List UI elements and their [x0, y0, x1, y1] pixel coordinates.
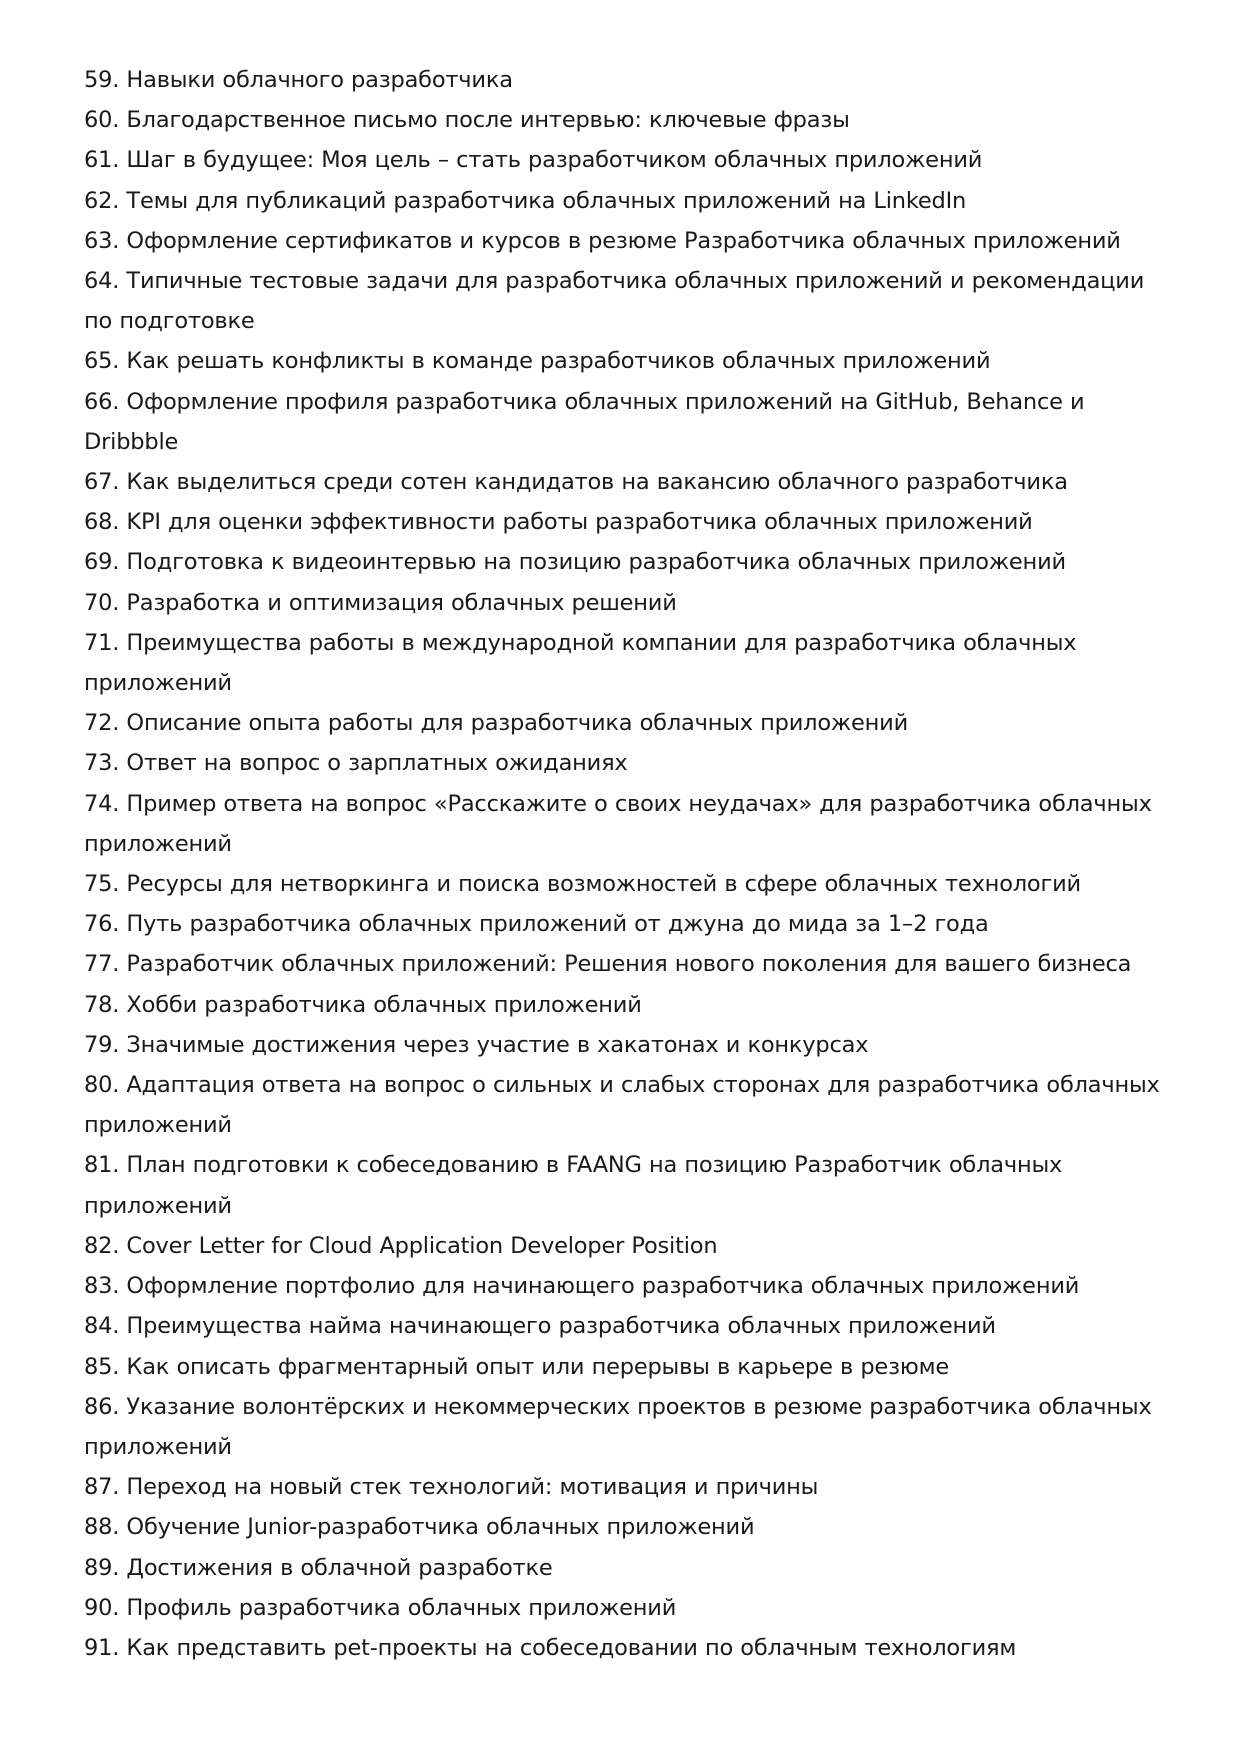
list-item: 76. Путь разработчика облачных приложений от джуна до мида за 1–2 года: [84, 911, 989, 938]
list-item: 82. Cover Letter for Cloud Application Developer Position: [84, 1232, 718, 1259]
list-item: 78. Хобби разработчика облачных приложений: [84, 991, 642, 1018]
list-item: 70. Разработка и оптимизация облачных решений: [84, 589, 677, 616]
list-item: 68. KPI для оценки эффективности работы разработчика облачных приложений: [84, 509, 1033, 536]
list-item: 86. Указание волонтёрских и некоммерческих проектов в резюме разработчика облачных приложений: [84, 1393, 1152, 1460]
list-item: 72. Описание опыта работы для разработчика облачных приложений: [84, 710, 908, 737]
list-item: 90. Профиль разработчика облачных приложений: [84, 1594, 677, 1621]
list-item: 69. Подготовка к видеоинтервью на позицию разработчика облачных приложений: [84, 549, 1066, 576]
list-item: 66. Оформление профиля разработчика облачных приложений на GitHub, Behance и Dribbble: [84, 388, 1085, 455]
list-item: 62. Темы для публикаций разработчика облачных приложений на LinkedIn: [84, 187, 967, 214]
list-item: 88. Обучение Junior-разработчика облачных приложений: [84, 1514, 755, 1541]
list-item: 60. Благодарственное письмо после интервью: ключевые фразы: [84, 107, 850, 134]
list-item: 59. Навыки облачного разработчика: [84, 67, 513, 93]
list-item: 74. Пример ответа на вопрос «Расскажите о своих неудачах» для разработчика облачных приложений: [84, 790, 1152, 857]
list-item: 83. Оформление портфолио для начинающего разработчика облачных приложений: [84, 1273, 1080, 1300]
list-item: 87. Переход на новый стек технологий: мотивация и причины: [84, 1474, 819, 1501]
list-item: 67. Как выделиться среди сотен кандидатов на вакансию облачного разработчика: [84, 469, 1068, 496]
list-item: 73. Ответ на вопрос о зарплатных ожиданиях: [84, 750, 628, 777]
list-item: 91. Как представить pet-проекты на собеседовании по облачным технологиям: [84, 1634, 1017, 1661]
list-item: 89. Достижения в облачной разработке: [84, 1554, 553, 1581]
document-page: [84, 60, 1174, 1668]
list-item: 85. Как описать фрагментарный опыт или перерывы в карьере в резюме: [84, 1353, 949, 1380]
topic-list: [84, 60, 1174, 1668]
list-item: 84. Преимущества найма начинающего разработчика облачных приложений: [84, 1313, 996, 1340]
list-item: 77. Разработчик облачных приложений: Решения нового поколения для вашего бизнеса: [84, 951, 1132, 978]
list-item: 65. Как решать конфликты в команде разработчиков облачных приложений: [84, 348, 991, 375]
list-item: 75. Ресурсы для нетворкинга и поиска возможностей в сфере облачных технологий: [84, 871, 1081, 898]
list-item: 80. Адаптация ответа на вопрос о сильных и слабых сторонах для разработчика облачных приложений: [84, 1072, 1160, 1139]
list-item: 61. Шаг в будущее: Моя цель – стать разработчиком облачных приложений: [84, 147, 983, 174]
list-item: 79. Значимые достижения через участие в хакатонах и конкурсах: [84, 1031, 869, 1058]
list-item: 64. Типичные тестовые задачи для разработчика облачных приложений и рекомендации по подготовке: [84, 268, 1145, 335]
list-item: 71. Преимущества работы в международной компании для разработчика облачных приложений: [84, 629, 1077, 697]
list-item: 81. План подготовки к собеседованию в FAANG на позицию Разработчик облачных приложений: [84, 1152, 1063, 1219]
list-item: 63. Оформление сертификатов и курсов в резюме Разработчика облачных приложений: [84, 227, 1121, 254]
